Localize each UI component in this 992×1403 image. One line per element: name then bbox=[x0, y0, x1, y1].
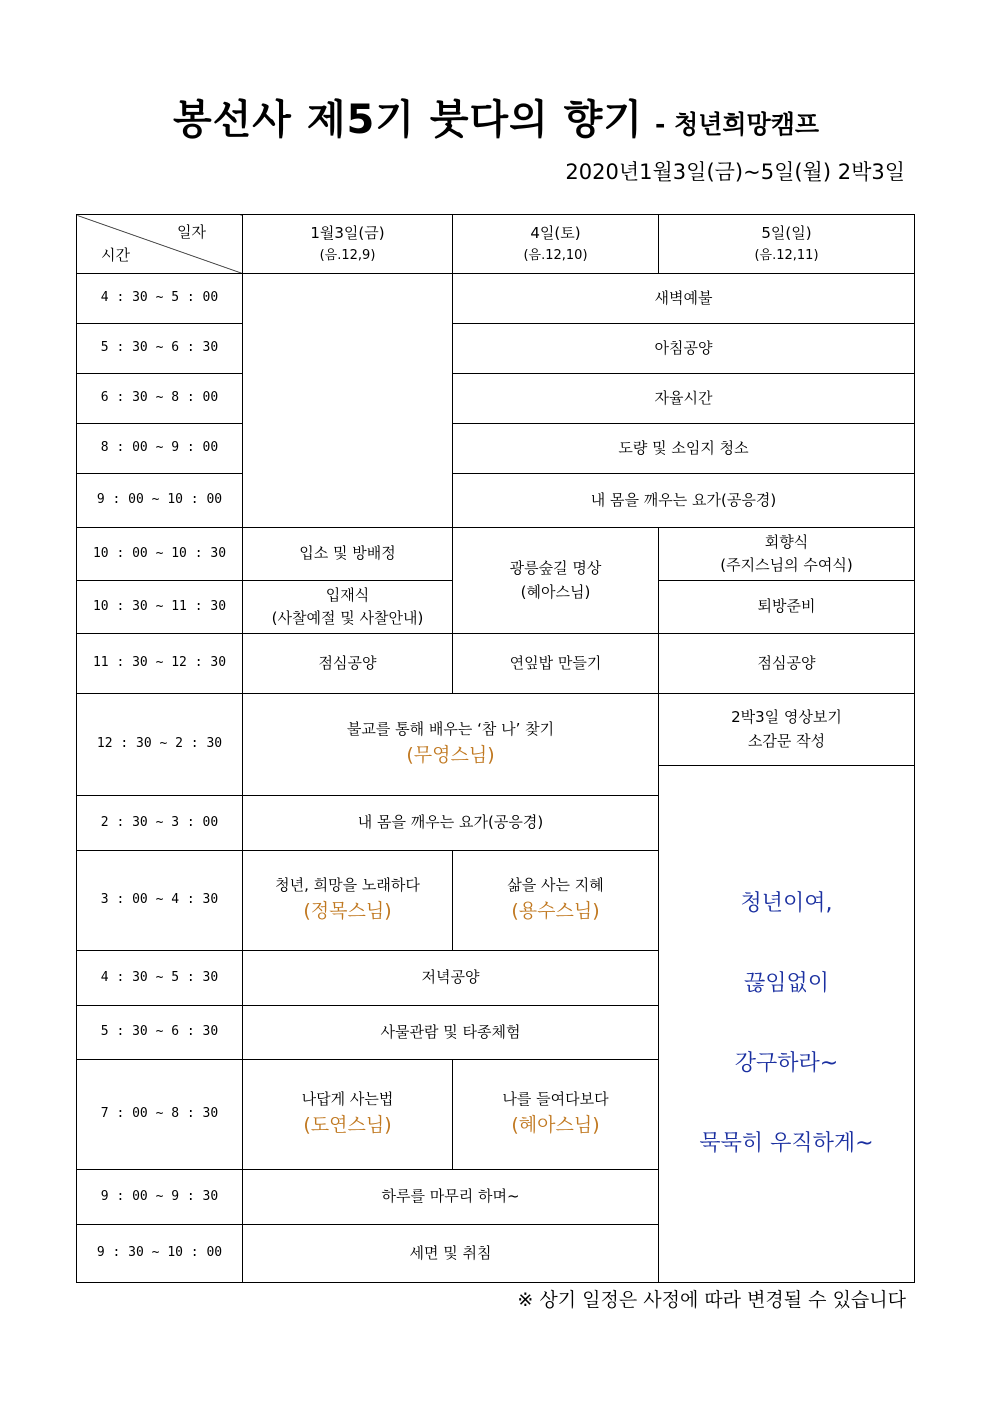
table-row bbox=[77, 694, 915, 766]
table-row bbox=[77, 474, 915, 528]
corner-date-label: 일자 bbox=[177, 223, 206, 241]
afternoon-yoga-cell: 내 몸을 깨우는 요가(공응경) bbox=[243, 796, 659, 851]
time-cell: 4 : 30 ~ 5 : 00 bbox=[77, 274, 243, 324]
youth-hope-monk: (정목스님) bbox=[303, 900, 392, 923]
time-cell: 5 : 30 ~ 6 : 30 bbox=[77, 324, 243, 374]
time-cell: 12 : 30 ~ 2 : 30 bbox=[77, 694, 243, 796]
time-cell: 9 : 30 ~ 10 : 00 bbox=[77, 1225, 243, 1283]
corner-time-label: 시간 bbox=[101, 245, 130, 264]
time-cell: 4 : 30 ~ 5 : 30 bbox=[77, 951, 243, 1006]
table-row bbox=[77, 424, 915, 474]
day-2-label: 4일(토) bbox=[530, 224, 581, 243]
buddhism-talk-cell bbox=[243, 694, 659, 796]
header-row bbox=[77, 215, 915, 274]
day-1-label: 1월3일(금) bbox=[310, 224, 385, 243]
wash-sleep-cell: 세면 및 취침 bbox=[243, 1225, 659, 1283]
look-inside-cell bbox=[453, 1060, 659, 1170]
slogan-line: 청년이여, bbox=[740, 890, 833, 916]
time-cell: 6 : 30 ~ 8 : 00 bbox=[77, 374, 243, 424]
time-cell: 9 : 00 ~ 10 : 00 bbox=[77, 474, 243, 528]
title-subtitle: - 청년희망캠프 bbox=[655, 110, 819, 139]
museum-cell: 사물관람 및 타종체험 bbox=[243, 1006, 659, 1060]
day-header-2 bbox=[453, 215, 659, 274]
forest-meditation-title: 광릉숲길 명상 bbox=[509, 559, 602, 578]
buddhism-talk-monk: (무영스님) bbox=[406, 744, 495, 767]
look-inside-title: 나를 들여다보다 bbox=[502, 1090, 609, 1109]
reflection-essay: 소감문 작성 bbox=[747, 731, 826, 750]
camp-dates: 2020년1월3일(금)~5일(월) 2박3일 bbox=[565, 160, 905, 184]
day-header-3 bbox=[659, 215, 915, 274]
time-cell: 7 : 00 ~ 8 : 30 bbox=[77, 1060, 243, 1170]
table-row bbox=[77, 374, 915, 424]
slogan-line: 강구하라~ bbox=[734, 1051, 839, 1076]
time-cell: 2 : 30 ~ 3 : 00 bbox=[77, 796, 243, 851]
title-main: 봉선사 제5기 붓다의 향기 bbox=[173, 97, 644, 143]
table-row bbox=[77, 528, 915, 581]
forest-meditation-monk: (혜아스님) bbox=[520, 582, 591, 601]
day-2-lunar: (음.12,10) bbox=[523, 247, 588, 263]
buddhism-talk-title: 불교를 통해 배우는 ‘참 나’ 찾기 bbox=[346, 720, 555, 739]
empty-cell bbox=[243, 274, 453, 528]
wisdom-title: 삶을 사는 지혜 bbox=[507, 876, 604, 895]
lunch-day1-cell: 점심공양 bbox=[243, 634, 453, 694]
lotus-rice-cell: 연잎밥 만들기 bbox=[453, 634, 659, 694]
opening-ceremony-detail: (사찰예절 및 사찰안내) bbox=[271, 609, 424, 627]
live-like-me-monk: (도연스님) bbox=[303, 1114, 392, 1137]
youth-hope-cell bbox=[243, 851, 453, 951]
table-row bbox=[77, 324, 915, 374]
check-in-cell: 입소 및 방배정 bbox=[243, 528, 453, 581]
wisdom-monk: (용수스님) bbox=[511, 900, 600, 923]
live-like-me-title: 나답게 사는법 bbox=[301, 1090, 394, 1109]
day-end-cell: 하루를 마무리 하며~ bbox=[243, 1170, 659, 1225]
look-inside-monk: (혜아스님) bbox=[511, 1114, 600, 1137]
dawn-prayer-cell: 새벽예불 bbox=[453, 274, 915, 324]
closing-ceremony-detail: (주지스님의 수여식) bbox=[720, 556, 853, 574]
time-cell: 9 : 00 ~ 9 : 30 bbox=[77, 1170, 243, 1225]
morning-yoga-cell: 내 몸을 깨우는 요가(공응경) bbox=[453, 474, 915, 528]
wisdom-cell bbox=[453, 851, 659, 951]
closing-ceremony-cell bbox=[659, 528, 915, 581]
day-3-lunar: (음.12,11) bbox=[754, 247, 819, 263]
slogan-cell bbox=[659, 766, 915, 1283]
cleaning-cell: 도량 및 소임지 청소 bbox=[453, 424, 915, 474]
slogan-line: 끊임없이 bbox=[743, 970, 829, 996]
opening-ceremony-title: 입재식 bbox=[325, 585, 370, 604]
dinner-cell: 저녁공양 bbox=[243, 951, 659, 1006]
table-row bbox=[77, 634, 915, 694]
youth-hope-title: 청년, 희망을 노래하다 bbox=[275, 876, 420, 895]
free-time-cell: 자율시간 bbox=[453, 374, 915, 424]
document-title bbox=[0, 88, 992, 145]
video-title: 2박3일 영상보기 bbox=[731, 708, 842, 727]
forest-meditation-cell bbox=[453, 528, 659, 634]
corner-header bbox=[77, 215, 243, 274]
opening-ceremony-cell bbox=[243, 581, 453, 634]
time-cell: 10 : 30 ~ 11 : 30 bbox=[77, 581, 243, 634]
breakfast-cell: 아침공양 bbox=[453, 324, 915, 374]
schedule-table bbox=[76, 214, 915, 1283]
day-header-1 bbox=[243, 215, 453, 274]
time-cell: 3 : 00 ~ 4 : 30 bbox=[77, 851, 243, 951]
closing-ceremony-title: 회향식 bbox=[764, 532, 809, 551]
table-row bbox=[77, 274, 915, 324]
time-cell: 11 : 30 ~ 12 : 30 bbox=[77, 634, 243, 694]
slogan-line: 묵묵히 우직하게~ bbox=[699, 1131, 874, 1157]
live-like-me-cell bbox=[243, 1060, 453, 1170]
day-1-lunar: (음.12,9) bbox=[319, 247, 376, 263]
time-cell: 10 : 00 ~ 10 : 30 bbox=[77, 528, 243, 581]
lunch-day3-cell: 점심공양 bbox=[659, 634, 915, 694]
schedule-footnote: ※ 상기 일정은 사정에 따라 변경될 수 있습니다 bbox=[517, 1289, 906, 1311]
time-cell: 5 : 30 ~ 6 : 30 bbox=[77, 1006, 243, 1060]
time-cell: 8 : 00 ~ 9 : 00 bbox=[77, 424, 243, 474]
video-cell bbox=[659, 694, 915, 766]
checkout-prep-cell: 퇴방준비 bbox=[659, 581, 915, 634]
day-3-label: 5일(일) bbox=[761, 224, 812, 243]
